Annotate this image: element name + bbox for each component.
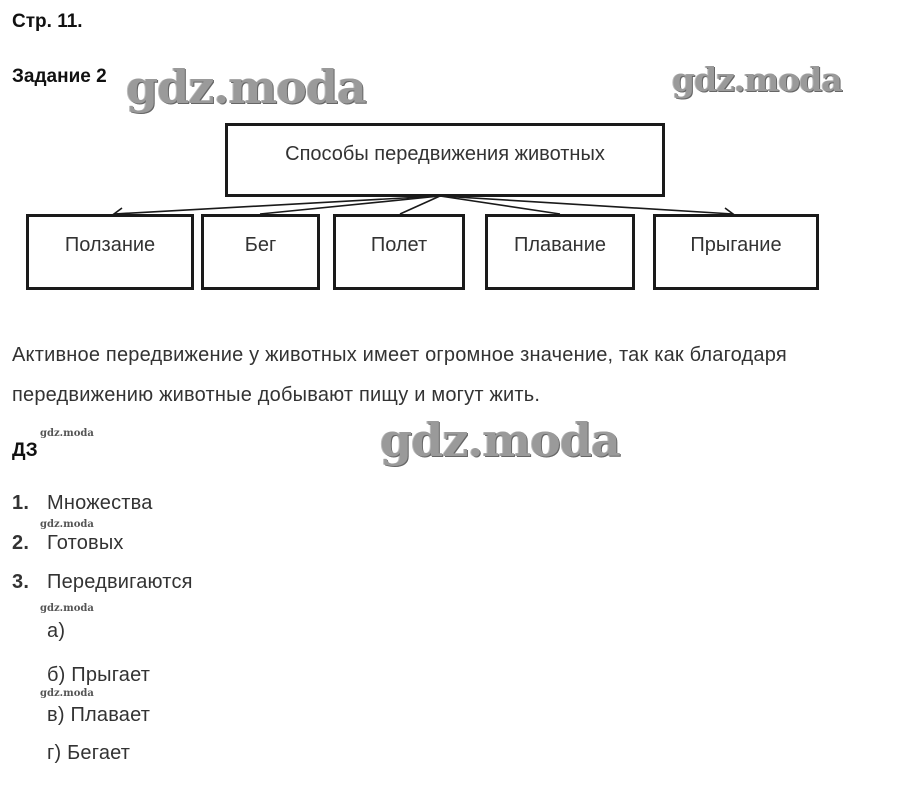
watermark-large: gdz.moda [126,60,366,114]
diagram-root-label: Способы передвижения животных [285,142,605,165]
subanswer-item: г) Бегает [47,742,131,764]
answer-item [12,571,193,594]
page-label: Стр. 11. [12,11,83,32]
watermark-large: gdz.moda [380,413,620,467]
answer-text: Передвигаются [47,571,193,593]
answer-text: Готовых [47,532,124,554]
paragraph-line: передвижению животные добывают пищу и могут жить. [12,384,541,406]
connector-line [440,196,560,214]
subanswer-item: в) Плавает [47,704,151,726]
watermark-small: gdz.moda [40,688,94,699]
watermark-small: gdz.moda [40,428,94,439]
diagram-child-box [201,214,320,290]
diagram-child-label: Бег [244,233,277,256]
answer-item [12,532,124,555]
diagram-child-label: Ползание [64,233,156,256]
watermark-small: gdz.moda [40,519,94,530]
paragraph-line: Активное передвижение у животных имеет огромное значение, так как благодаря [12,344,787,366]
watermark-small: gdz.moda [40,603,94,614]
answer-number: 3. [12,571,30,593]
diagram-child-box [26,214,194,290]
diagram-child-label: Прыгание [690,233,782,256]
answer-number: 1. [12,492,30,514]
task-heading: Задание 2 [12,66,107,87]
diagram-child-box [333,214,465,290]
connector-line [440,196,733,214]
answer-item [12,492,153,515]
watermark-medium: gdz.moda [672,60,842,99]
diagram-child-label: Плавание [513,233,607,256]
diagram-child-box [485,214,635,290]
diagram-child-box [653,214,819,290]
subanswer-item: б) Прыгает [47,664,151,686]
diagram-root-box [225,123,665,197]
answer-text: Множества [47,492,153,514]
diagram-child-label: Полет [370,233,428,256]
dz-heading: ДЗ [12,440,38,461]
subanswer-item: а) [47,620,66,642]
connector-line [114,196,440,214]
answer-number: 2. [12,532,30,554]
